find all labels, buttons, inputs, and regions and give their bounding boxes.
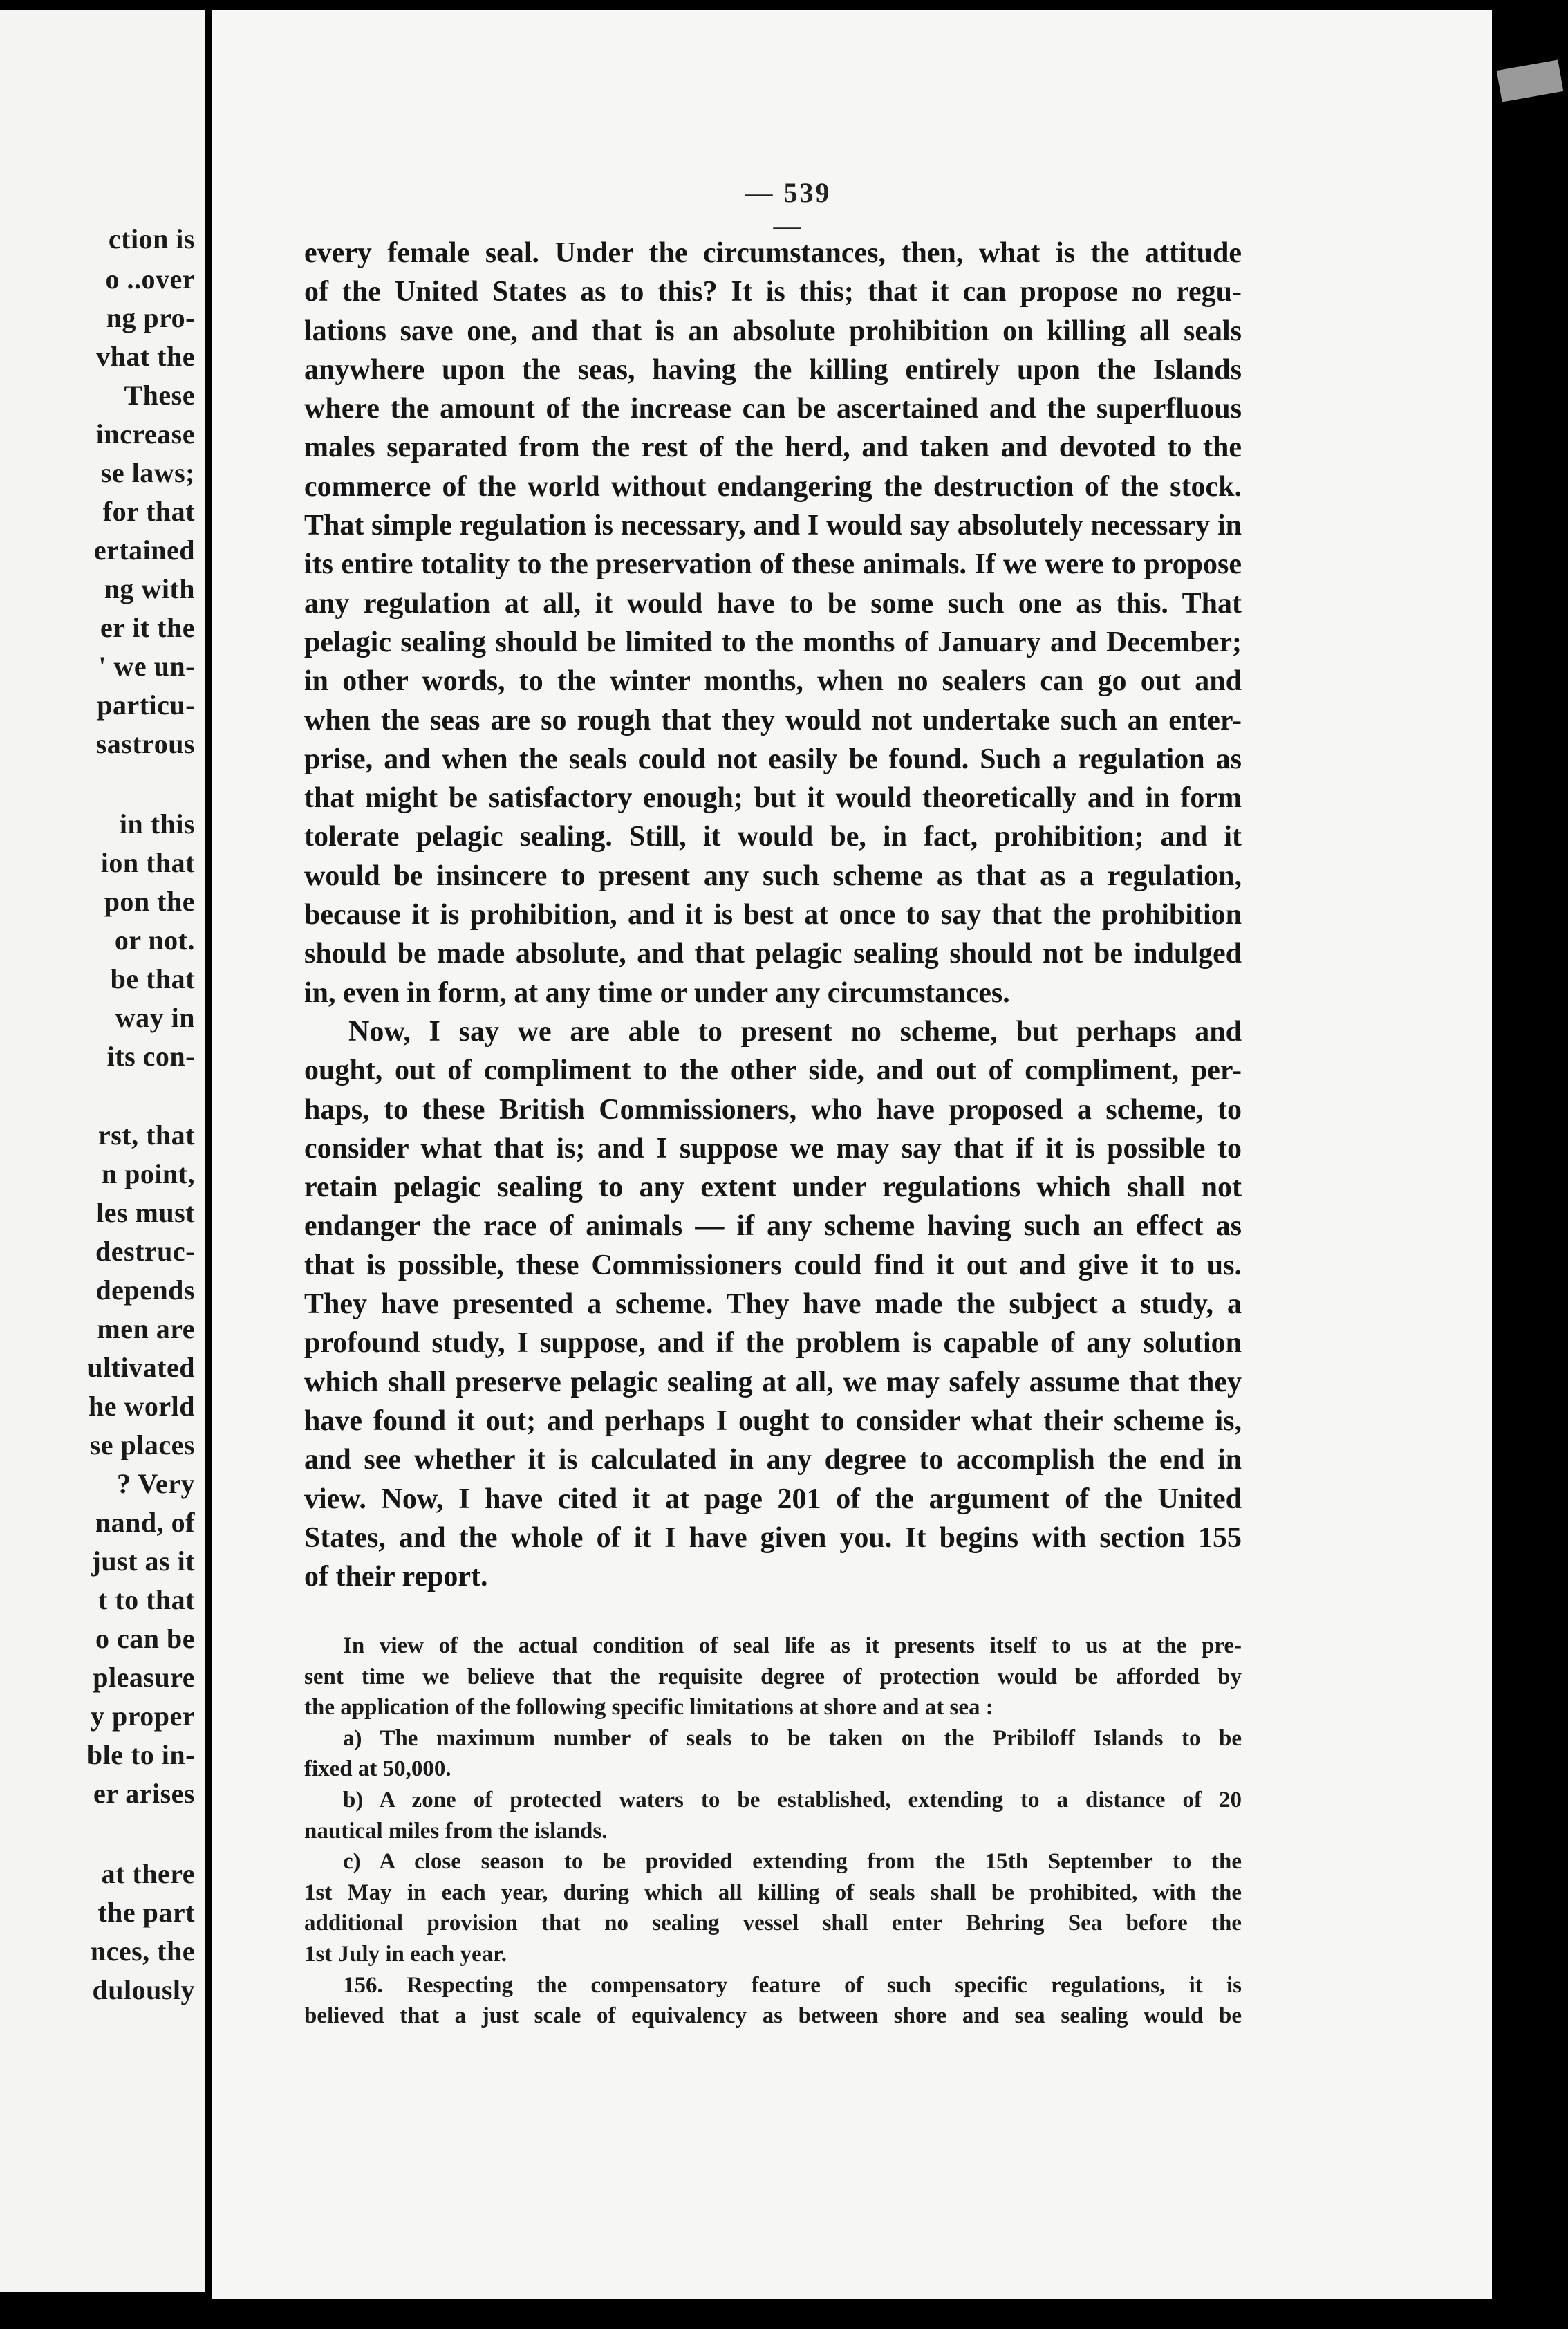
left-page-line: ble to in- [86, 1739, 195, 1770]
left-page-line: for that [102, 496, 195, 527]
left-page-line: ertained [93, 535, 195, 566]
left-page-line: men are [97, 1313, 195, 1344]
left-page-line: increase [95, 418, 195, 449]
body-line: in, even in form, at any time or under any circumstances. [304, 976, 1010, 1009]
quote-line: In view of the actual condition of seal life as it presents itself to us at the pre- [343, 1633, 1242, 1658]
quote-line: c) A close season to be provided extending from the 15th September to the [343, 1849, 1242, 1875]
page-tab-marker [1497, 60, 1564, 102]
body-line: commerce of the world without endangering the destruction of the stock. [304, 470, 1242, 503]
left-page-line: or not. [114, 925, 195, 956]
left-page-line: destruc- [95, 1236, 195, 1267]
left-page-line: way in [115, 1002, 195, 1033]
body-text [304, 234, 1242, 1596]
left-page-line: just as it [91, 1546, 195, 1577]
quote-line: 1st May in each year, during which all killing of seals shall be prohibited, with the [304, 1880, 1242, 1905]
left-page-line: les must [96, 1197, 195, 1228]
body-line: that is possible, these Commissioners could find it out and give it to us. [304, 1249, 1242, 1281]
body-line: have found it out; and perhaps I ought to consider what their scheme is, [304, 1404, 1242, 1437]
left-page-line: t to that [97, 1584, 195, 1615]
left-page-line: ng with [104, 573, 195, 604]
body-line: anywhere upon the seas, having the killing entirely upon the Islands [304, 353, 1242, 386]
quote-line: additional provision that no sealing vessel shall enter Behring Sea before the [304, 1911, 1242, 1936]
body-line: any regulation at all, it would have to be some such one as this. That [304, 587, 1242, 620]
body-line: They have presented a scheme. They have made the subject a study, a [304, 1288, 1242, 1321]
body-line: view. Now, I have cited it at page 201 of the argument of the United [304, 1483, 1242, 1515]
left-page-line: ction is [108, 223, 195, 254]
quote-line: believed that a just scale of equivalency as between shore and sea sealing would be [304, 2003, 1242, 2029]
left-page-line: ? Very [117, 1468, 195, 1499]
quoted-extract [304, 1631, 1242, 2032]
body-line: of their report. [304, 1561, 488, 1593]
body-line: because it is prohibition, and it is best at once to say that the prohibition [304, 899, 1242, 931]
body-line: where the amount of the increase can be ascertained and the superfluous [304, 393, 1242, 425]
quote-line: nautical miles from the islands. [304, 1818, 608, 1844]
body-line: retain pelagic sealing to any extent under regulations which shall not [304, 1171, 1242, 1204]
body-line: ought, out of compliment to the other side, and out of compliment, per- [304, 1055, 1242, 1087]
body-line: males separated from the rest of the herd, and taken and devoted to the [304, 432, 1242, 464]
body-line: prise, and when the seals could not easily be found. Such a regulation as [304, 743, 1242, 775]
quote-line: a) The maximum number of seals to be taken on the Pribiloff Islands to be [343, 1725, 1242, 1751]
left-page-line: nces, the [90, 1936, 195, 1967]
left-page-line: ng pro- [106, 302, 195, 333]
left-page-line: er it the [100, 612, 195, 643]
left-page-line: rst, that [97, 1120, 195, 1151]
quote-line: sent time we believe that the requisite degree of protection would be afforded by [304, 1664, 1242, 1689]
body-line: which shall preserve pelagic sealing at all, we may safely assume that they [304, 1366, 1242, 1398]
body-line: tolerate pelagic sealing. Still, it would be, in fact, prohibition; and it [304, 821, 1242, 853]
body-line: That simple regulation is necessary, and I would say absolutely necessary in [304, 510, 1242, 542]
left-page-line: se laws; [100, 457, 195, 488]
body-line: profound study, I suppose, and if the problem is capable of any solution [304, 1327, 1242, 1360]
left-page-line: y proper [90, 1700, 195, 1732]
left-page-line: pon the [104, 886, 195, 917]
left-page-line: ' we un- [98, 651, 195, 682]
body-line: consider what that is; and I suppose we may say that if it is possible to [304, 1132, 1242, 1164]
left-page-line: ultivated [87, 1352, 195, 1383]
body-line: lations save one, and that is an absolute prohibition on killing all seals [304, 315, 1242, 347]
left-page-line: sastrous [95, 728, 195, 759]
left-page-line: its con- [106, 1041, 195, 1072]
body-line: its entire totality to the preservation of these animals. If we were to propose [304, 548, 1242, 581]
left-page-line: o can be [95, 1623, 195, 1654]
left-page-line: the part [97, 1897, 195, 1928]
body-line: and see whether it is calculated in any degree to accomplish the end in [304, 1444, 1242, 1476]
body-line: pelagic sealing should be limited to the months of January and December; [304, 626, 1242, 658]
left-page-line: se places [89, 1429, 195, 1460]
body-line: when the seas are so rough that they would not undertake such an enter- [304, 704, 1242, 736]
left-page-line: nand, of [95, 1507, 195, 1538]
body-line: of the United States as to this? It is this; that it can propose no regu- [304, 276, 1242, 308]
body-line: States, and the whole of it I have given you. It begins with section 155 [304, 1521, 1242, 1554]
left-page-line: dulously [92, 1974, 195, 2005]
left-page-line: er arises [93, 1778, 195, 1809]
quote-line: b) A zone of protected waters to be established, extending to a distance of 20 [343, 1787, 1242, 1812]
body-line: endanger the race of animals — if any scheme having such an effect as [304, 1210, 1242, 1243]
left-page-line: be that [110, 963, 195, 994]
left-page-line: particu- [97, 689, 195, 721]
quote-line: 1st July in each year. [304, 1941, 507, 1967]
left-page-line: pleasure [93, 1662, 195, 1693]
body-line: that might be satisfactory enough; but it would theoretically and in form [304, 782, 1242, 815]
body-line: Now, I say we are able to present no scheme, but perhaps and [348, 1015, 1242, 1048]
left-page-line: ion that [100, 847, 195, 878]
left-page-line: o ..over [105, 263, 195, 295]
left-page-line: These [124, 380, 195, 411]
left-page-line: he world [88, 1391, 195, 1422]
body-line: every female seal. Under the circumstances, then, what is the attitude [304, 237, 1242, 269]
page-number: — 539 — [745, 177, 832, 241]
body-line: would be insincere to present any such scheme as that as a regulation, [304, 860, 1242, 892]
body-line: in other words, to the winter months, when no sealers can go out and [304, 665, 1242, 698]
left-page-line: depends [95, 1274, 195, 1306]
body-line: should be made absolute, and that pelagic sealing should not be indulged [304, 938, 1242, 970]
left-page [0, 10, 205, 2292]
quote-line: fixed at 50,000. [304, 1756, 451, 1782]
left-page-line: in this [119, 808, 195, 839]
left-page-line: at there [101, 1858, 195, 1889]
body-line: haps, to these British Commissioners, who have proposed a scheme, to [304, 1093, 1242, 1126]
quote-line: the application of the following specific limitations at shore and at sea : [304, 1695, 993, 1720]
quote-line: 156. Respecting the compensatory feature of such specific regulations, it is [343, 1972, 1242, 1998]
left-page-line: vhat the [96, 341, 195, 372]
left-page-line: n point, [101, 1158, 195, 1189]
